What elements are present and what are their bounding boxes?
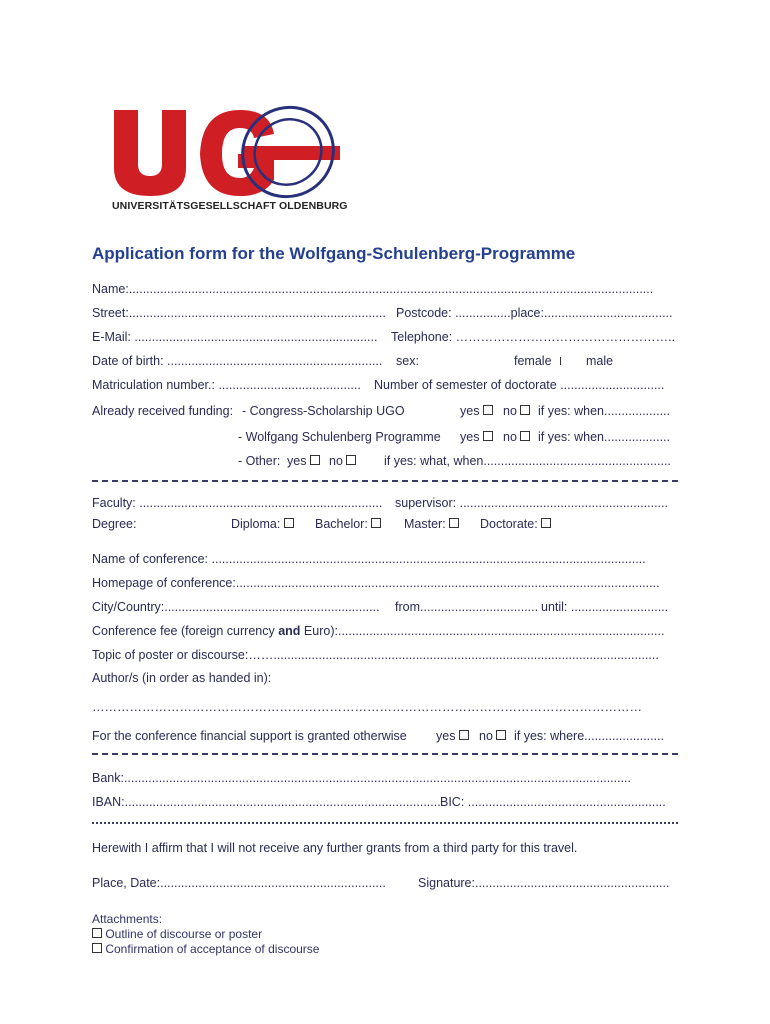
funding-congress-label: - Congress-Scholarship UGO: [242, 404, 405, 418]
form-title: Application form for the Wolfgang-Schulenberg-Programme: [92, 244, 576, 263]
checkbox[interactable]: [459, 730, 469, 740]
attachment-outline-label: Outline of discourse or poster: [105, 927, 263, 941]
attachment-confirmation-label: Confirmation of acceptance of discourse: [105, 942, 320, 956]
degree-label: Degree:: [92, 517, 137, 531]
no-label: no: [503, 404, 517, 418]
funding-wsp-when[interactable]: if yes: when...................: [538, 430, 670, 444]
conference-homepage-field[interactable]: Homepage of conference:..........................................................................................................................: [92, 576, 660, 590]
male-label[interactable]: male: [586, 354, 614, 368]
separator: [92, 480, 678, 482]
dob-field[interactable]: Date of birth: ..............................................................: [92, 354, 383, 368]
checkbox[interactable]: [310, 455, 320, 465]
funding-wsp-no[interactable]: [503, 430, 530, 445]
bank-field[interactable]: Bank:..................................................................................................................................................: [92, 771, 632, 785]
no-label: no: [503, 430, 517, 444]
bachelor-label: Bachelor:: [315, 517, 368, 531]
separator: [92, 753, 678, 755]
attachments-label: Attachments:: [92, 912, 163, 926]
support-yes[interactable]: [436, 729, 469, 744]
sex-label: sex:: [396, 354, 419, 368]
checkbox[interactable]: [520, 431, 530, 441]
affirmation-text: Herewith I affirm that I will not receive any further grants from a third party for this travel.: [92, 841, 578, 855]
until-field[interactable]: until: ............................: [541, 600, 669, 614]
checkbox[interactable]: [483, 431, 493, 441]
checkbox[interactable]: [346, 455, 356, 465]
fee-and: and: [278, 624, 301, 638]
authors-label: Author/s (in order as handed in):: [92, 671, 272, 685]
funding-congress-when[interactable]: if yes: when...................: [538, 404, 670, 418]
funding-congress-yes[interactable]: [460, 404, 493, 419]
fee-label: Conference fee (foreign currency: [92, 624, 279, 638]
checkbox[interactable]: [92, 928, 102, 938]
funding-other-what-when[interactable]: if yes: what, when......................................................: [384, 454, 671, 468]
funding-label: Already received funding:: [92, 404, 234, 418]
female-checkbox[interactable]: [560, 357, 561, 365]
signature-field[interactable]: Signature:........................................................: [418, 876, 670, 890]
conference-name-field[interactable]: Name of conference: .............................................................................................................................: [92, 552, 646, 566]
no-label: no: [479, 729, 493, 743]
female-option[interactable]: [514, 354, 561, 369]
degree-doctorate[interactable]: [480, 517, 551, 532]
checkbox[interactable]: [92, 943, 102, 953]
funding-other-no[interactable]: [329, 454, 356, 469]
diploma-label: Diploma:: [231, 517, 281, 531]
supervisor-field[interactable]: supervisor: ............................................................: [395, 496, 668, 510]
checkbox[interactable]: [449, 518, 459, 528]
checkbox[interactable]: [371, 518, 381, 528]
org-name: UNIVERSITÄTSGESELLSCHAFT OLDENBURG: [112, 200, 348, 212]
authors-field[interactable]: ……………………………………………………………………………………………………………………: [92, 700, 642, 714]
semester-field[interactable]: Number of semester of doctorate ..............................: [374, 378, 665, 392]
funding-congress-no[interactable]: [503, 404, 530, 419]
conference-fee-field[interactable]: [92, 624, 664, 639]
checkbox[interactable]: [496, 730, 506, 740]
support-label: For the conference financial support is granted otherwise: [92, 729, 407, 743]
master-label: Master:: [404, 517, 446, 531]
yes-label: yes: [436, 729, 456, 743]
separator: [92, 822, 678, 824]
funding-other-label: - Other:: [238, 454, 281, 468]
checkbox[interactable]: [541, 518, 551, 528]
fee-line: Euro):..............................................................................................: [300, 624, 665, 638]
doctorate-label: Doctorate:: [480, 517, 538, 531]
support-where[interactable]: if yes: where.......................: [514, 729, 665, 743]
degree-master[interactable]: [404, 517, 459, 532]
email-field[interactable]: E-Mail: ......................................................................: [92, 330, 378, 344]
street-field[interactable]: Street:..........................................................................: [92, 306, 386, 320]
degree-bachelor[interactable]: [315, 517, 381, 532]
funding-wsp-yes[interactable]: [460, 430, 493, 445]
telephone-field[interactable]: Telephone: ……………………………………………..: [391, 330, 676, 344]
checkbox[interactable]: [284, 518, 294, 528]
name-field[interactable]: Name:.......................................................................................................................................................: [92, 282, 654, 296]
checkbox[interactable]: [520, 405, 530, 415]
attachment-confirmation[interactable]: [92, 942, 319, 957]
degree-diploma[interactable]: [231, 517, 294, 532]
matriculation-field[interactable]: Matriculation number.: .........................................: [92, 378, 361, 392]
female-label: female: [514, 354, 552, 368]
yes-label: yes: [460, 404, 480, 418]
from-field[interactable]: from..................................: [395, 600, 539, 614]
no-label: no: [329, 454, 343, 468]
faculty-field[interactable]: Faculty: ......................................................................: [92, 496, 383, 510]
iban-field[interactable]: IBAN:...........................................................................................: [92, 795, 441, 809]
yes-label: yes: [287, 454, 307, 468]
funding-other-yes[interactable]: [287, 454, 320, 469]
yes-label: yes: [460, 430, 480, 444]
bic-field[interactable]: BIC: .........................................................: [440, 795, 666, 809]
support-no[interactable]: [479, 729, 506, 744]
topic-field[interactable]: Topic of poster or discourse:……...............................................................................................................: [92, 648, 659, 662]
checkbox[interactable]: [483, 405, 493, 415]
city-country-field[interactable]: City/Country:..............................................................: [92, 600, 380, 614]
postcode-place-field[interactable]: Postcode: ................place:.....................................: [396, 306, 673, 320]
attachment-outline[interactable]: [92, 927, 262, 942]
funding-wsp-label: - Wolfgang Schulenberg Programme: [238, 430, 441, 444]
place-date-field[interactable]: Place, Date:.................................................................: [92, 876, 386, 890]
